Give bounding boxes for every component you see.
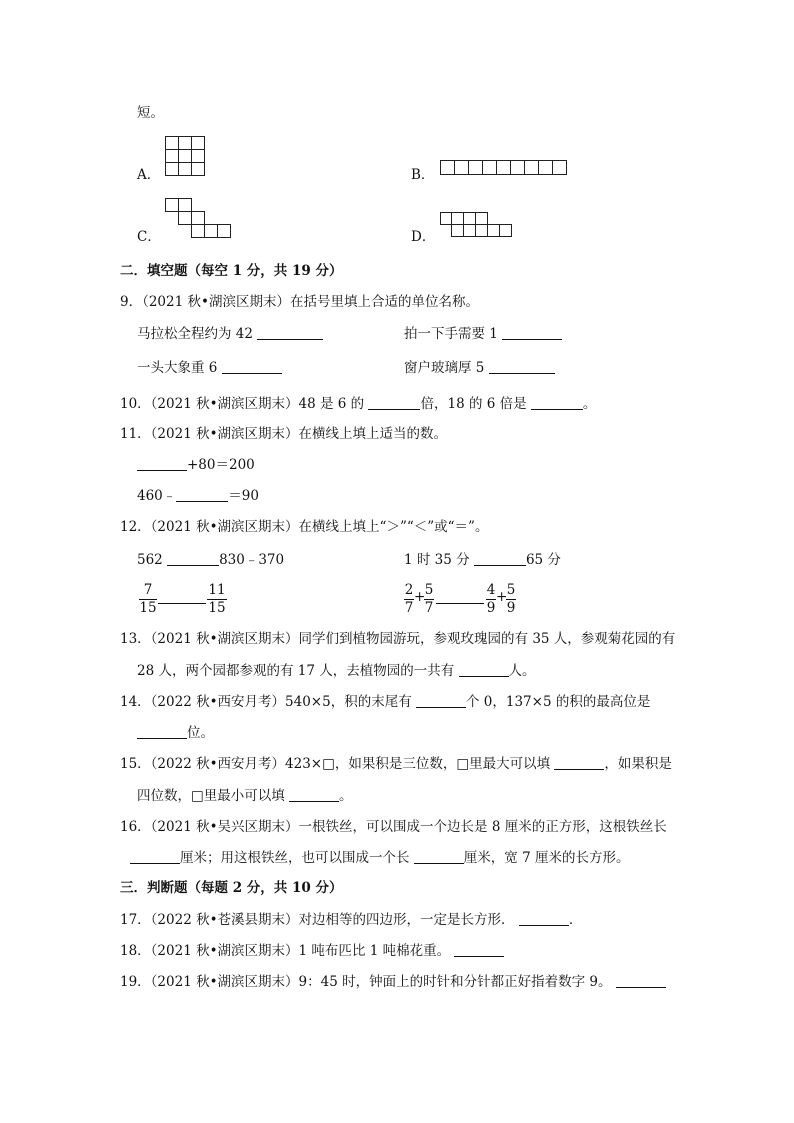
answer-blank[interactable] xyxy=(459,662,509,677)
q16-line2-text1: 厘米；用这根铁丝，也可以围成一个长 xyxy=(180,850,414,866)
q11-stem: 11．（2021 秋•湖滨区期末）在横线上填上适当的数。 xyxy=(120,426,448,442)
fraction-4-9 xyxy=(486,583,496,616)
numerator: 7 xyxy=(143,582,153,598)
q13-line2 xyxy=(137,662,536,680)
answer-blank[interactable] xyxy=(416,693,466,708)
option-b-figure xyxy=(440,160,568,176)
numerator: 5 xyxy=(424,582,434,598)
q9-item-d-text: 窗户玻璃厚 5 xyxy=(404,360,485,376)
q14-line1 xyxy=(120,693,650,711)
denominator: 9 xyxy=(506,600,516,616)
answer-blank[interactable] xyxy=(167,551,219,566)
q12-stem: 12．（2021 秋•湖滨区期末）在横线上填上“＞”“＜”或“＝”。 xyxy=(120,519,489,535)
answer-blank[interactable] xyxy=(616,973,666,988)
q9-item-b xyxy=(404,325,562,343)
q17 xyxy=(120,911,582,929)
q9-item-c xyxy=(137,359,282,377)
q9-item-b-text: 拍一下手需要 1 xyxy=(404,326,498,342)
q11-item-b-text1: 460﹣ xyxy=(137,488,177,504)
plus-sign: + xyxy=(414,589,426,605)
answer-blank[interactable] xyxy=(137,456,187,471)
q13-line2-text1: 28 人，两个园都参观的有 17 人，去植物园的一共有 xyxy=(137,663,459,679)
q13-line1: 13．（2021 秋•湖滨区期末）同学们到植物园游玩，参观玫瑰园的有 35 人，参观菊花园的有 xyxy=(120,631,676,647)
answer-blank[interactable] xyxy=(474,551,526,566)
q10-part1: 10．（2021 秋•湖滨区期末）48 是 6 的 xyxy=(120,396,369,412)
answer-blank[interactable] xyxy=(130,849,180,864)
section-3-title: 三．判断题（每题 2 分，共 10 分） xyxy=(120,880,343,896)
q12-item-a-text2: 830﹣370 xyxy=(219,552,285,568)
q15-line1-text1: 15．（2022 秋•西安月考）423×□，如果积是三位数，□里最大可以填 xyxy=(120,756,555,772)
fraction-7-15 xyxy=(139,583,157,616)
answer-blank[interactable] xyxy=(454,942,504,957)
option-b-label: B． xyxy=(411,167,435,183)
q14-line1-text2: 个 0，137×5 的积的最高位是 xyxy=(466,694,651,710)
q16-line2 xyxy=(130,849,629,867)
q11-item-b xyxy=(137,487,259,505)
q14-line1-text1: 14．（2022 秋•西安月考）540×5，积的末尾有 xyxy=(120,694,416,710)
q15-line2 xyxy=(137,787,353,805)
option-d-label: D． xyxy=(411,229,436,245)
option-d-figure xyxy=(440,212,514,240)
q15-line2-text2: 。 xyxy=(339,788,353,804)
q17-end: ． xyxy=(568,912,583,928)
q10 xyxy=(120,395,596,413)
q18 xyxy=(120,942,504,960)
q12-item-b-text1: 1 时 35 分 xyxy=(404,552,474,568)
answer-blank[interactable] xyxy=(222,359,282,374)
answer-blank[interactable] xyxy=(257,325,323,340)
denominator: 9 xyxy=(486,600,496,616)
answer-blank[interactable] xyxy=(554,755,604,770)
q9-stem: 9．（2021 秋•湖滨区期末）在括号里填上合适的单位名称。 xyxy=(120,294,479,310)
q14-line2-text: 位。 xyxy=(187,725,214,741)
denominator: 7 xyxy=(424,600,434,616)
q12-item-a xyxy=(137,551,284,569)
q9-item-a xyxy=(137,325,323,343)
fraction-5-7 xyxy=(424,583,434,616)
answer-blank[interactable] xyxy=(176,487,228,502)
q13-line2-text2: 人。 xyxy=(508,663,536,679)
numerator: 4 xyxy=(486,582,496,598)
fraction-11-15 xyxy=(207,583,227,616)
plus-sign: + xyxy=(496,589,508,605)
denominator: 15 xyxy=(208,600,226,616)
q11-item-a xyxy=(137,456,255,474)
q10-part2: 倍，18 的 6 倍是 xyxy=(420,396,531,412)
answer-blank[interactable] xyxy=(531,395,583,410)
section-2-title: 二．填空题（每空 1 分，共 19 分） xyxy=(120,263,343,279)
q11-item-b-text2: ＝90 xyxy=(228,488,259,504)
q18-text: 18．（2021 秋•湖滨区期末）1 吨布匹比 1 吨棉花重。 xyxy=(120,943,451,959)
numerator: 5 xyxy=(506,582,516,598)
answer-blank[interactable] xyxy=(519,911,569,926)
numerator: 2 xyxy=(404,582,414,598)
answer-blank[interactable] xyxy=(436,589,484,604)
q12-item-b-text2: 65 分 xyxy=(525,552,561,568)
answer-blank[interactable] xyxy=(137,724,187,739)
answer-blank[interactable] xyxy=(414,849,464,864)
q16-line1: 16．（2021 秋•吴兴区期末）一根铁丝，可以围成一个边长是 8 厘米的正方形，这根铁丝长 xyxy=(120,819,667,835)
answer-blank[interactable] xyxy=(158,589,206,604)
q11-item-a-text: +80＝200 xyxy=(187,457,255,473)
option-c-label: C． xyxy=(137,229,161,245)
q9-item-c-text: 一头大象重 6 xyxy=(137,360,218,376)
option-a-label: A． xyxy=(137,167,161,183)
denominator: 7 xyxy=(404,600,414,616)
q10-part3: 。 xyxy=(582,396,597,412)
denominator: 15 xyxy=(139,600,157,616)
option-c-figure xyxy=(165,198,235,240)
q17-text: 17．（2022 秋•苍溪县期末）对边相等的四边形，一定是长方形． xyxy=(120,912,515,928)
option-a-figure xyxy=(165,136,207,176)
answer-blank[interactable] xyxy=(368,395,420,410)
q15-line1-text2: ，如果积是 xyxy=(604,756,672,772)
fraction-2-7 xyxy=(404,583,414,616)
answer-blank[interactable] xyxy=(502,325,562,340)
answer-blank[interactable] xyxy=(489,359,555,374)
q16-line2-text2: 厘米，宽 7 厘米的长方形。 xyxy=(463,850,630,866)
q9-item-a-text: 马拉松全程约为 42 xyxy=(137,326,253,342)
q15-line2-text1: 四位数，□里最小可以填 xyxy=(137,788,290,804)
q15-line1 xyxy=(120,755,672,773)
numerator: 11 xyxy=(208,582,226,598)
q12-item-b xyxy=(404,551,561,569)
continued-text: 短。 xyxy=(137,105,164,121)
q19 xyxy=(120,973,666,991)
q9-item-d xyxy=(404,359,555,377)
answer-blank[interactable] xyxy=(289,787,339,802)
q14-line2 xyxy=(137,724,214,742)
fraction-5-9 xyxy=(506,583,516,616)
q19-text: 19．（2021 秋•湖滨区期末）9：45 时，钟面上的时针和分针都正好指着数字 9。 xyxy=(120,974,612,990)
q12-item-a-text1: 562 xyxy=(137,552,168,568)
